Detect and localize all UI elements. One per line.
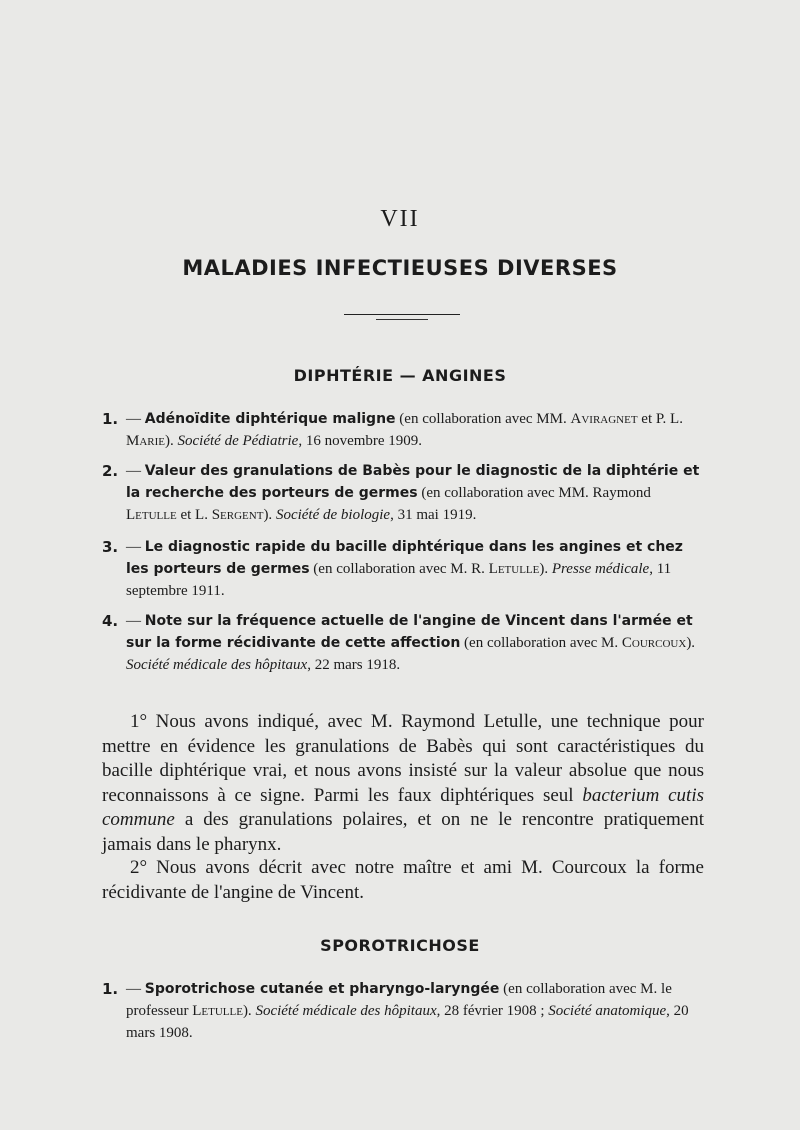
entry-number: 4. [102,612,119,630]
entry-title: Le diagnostic rapide du bacille diphtérique dans les angines et chez les porteurs de germes [126,539,683,577]
bibliography-entry [102,610,702,676]
paragraph-text: 1° Nous avons indiqué, avec M. Raymond Letulle, une technique pour mettre en évidence les granulations de Babès qui sont caractéristiques du bacille diphtérique vrai, et nous avons insisté sur la valeur absolue que nous reconnaissons à ce signe. Parmi les faux diphtériques seul [102,711,704,806]
entry-number: 1. [102,980,119,998]
entry-close: ). [686,635,696,651]
entry-title: Sporotrichose cutanée et pharyngo-laryngée [144,981,500,997]
bibliography-entry [102,978,702,1044]
entry-dash: — [126,411,145,427]
entry-author: Letulle [126,507,177,523]
entry-title: Adénoïdite diphtérique maligne [144,411,396,427]
entry-close: ). [165,433,178,449]
body-paragraph [102,856,704,905]
entry-date: , 28 février 1908 ; [436,1003,549,1019]
entry-number: 1. [102,410,119,428]
paragraph-italic: bacterium cutis commune [102,784,704,830]
entry-journal: Société médicale des hôpitaux [255,1003,437,1019]
entry-dash: — [126,613,145,629]
entry-collab: (en collaboration avec MM. [395,411,571,427]
entry-mid: et L. [176,507,212,523]
entry-journal: Société de Pédiatrie [177,433,299,449]
entry-journal: Société de biologie [275,507,391,523]
section-title-sporotrichose: SPOROTRICHOSE [320,936,480,955]
entry-date: , 16 novembre 1909. [298,433,423,449]
entry-collab: (en collaboration avec M. [460,635,622,651]
entry-close: ). [242,1003,256,1019]
entry-author-2: Marie [126,433,166,449]
paragraph-text: 2° Nous avons décrit avec notre maître et ami M. Courcoux la forme récidivante de l'angine de Vincent. [102,857,704,903]
entry-author: Aviragnet [570,411,638,427]
entry-date-2: , 20 mars 1908. [126,1003,689,1041]
entry-dash: — [126,539,145,555]
entry-title: Note sur la fréquence actuelle de l'angine de Vincent dans l'armée et sur la forme récidivante de cette affection [126,613,693,651]
entry-journal: Société médicale des hôpitaux [126,657,308,673]
entry-date: , 11 septembre 1911. [126,561,672,599]
entry-author: Letulle [488,561,540,577]
chapter-title: MALADIES INFECTIEUSES DIVERSES [182,256,618,280]
bibliography-entry [102,408,702,452]
entry-mid: et P. L. [637,411,683,427]
entry-date: , 31 mai 1919. [390,507,477,523]
chapter-number: VII [380,206,420,232]
entry-journal: Presse médicale [551,561,650,577]
entry-author: Courcoux [621,635,687,651]
entry-number: 2. [102,462,119,480]
entry-dash: — [126,981,145,997]
entry-date: , 22 mars 1918. [307,657,401,673]
entry-author-2: Sergent [211,507,264,523]
entry-author: Letulle [192,1003,243,1019]
entry-collab: (en collaboration avec M. le professeur [126,981,672,1019]
bibliography-entry [102,460,702,526]
entry-title: Valeur des granulations de Babès pour le diagnostic de la diphtérie et la recherche des porteurs de germes [126,463,700,501]
entry-close: ). [263,507,276,523]
entry-close: ). [539,561,552,577]
body-paragraph [102,710,704,857]
section-title-diphterie: DIPHTÉRIE — ANGINES [293,366,507,385]
entry-dash: — [126,463,145,479]
entry-journal-2: Société anatomique [548,1003,667,1019]
title-rule [344,314,460,315]
paragraph-text: a des granulations polaires, et on ne le rencontre pratiquement jamais dans le pharynx. [102,809,704,855]
entry-collab: (en collaboration avec MM. Raymond [417,485,651,501]
entry-number: 3. [102,538,119,556]
title-rule-secondary [376,319,428,320]
bibliography-entry [102,536,702,602]
entry-collab: (en collaboration avec M. R. [309,561,489,577]
